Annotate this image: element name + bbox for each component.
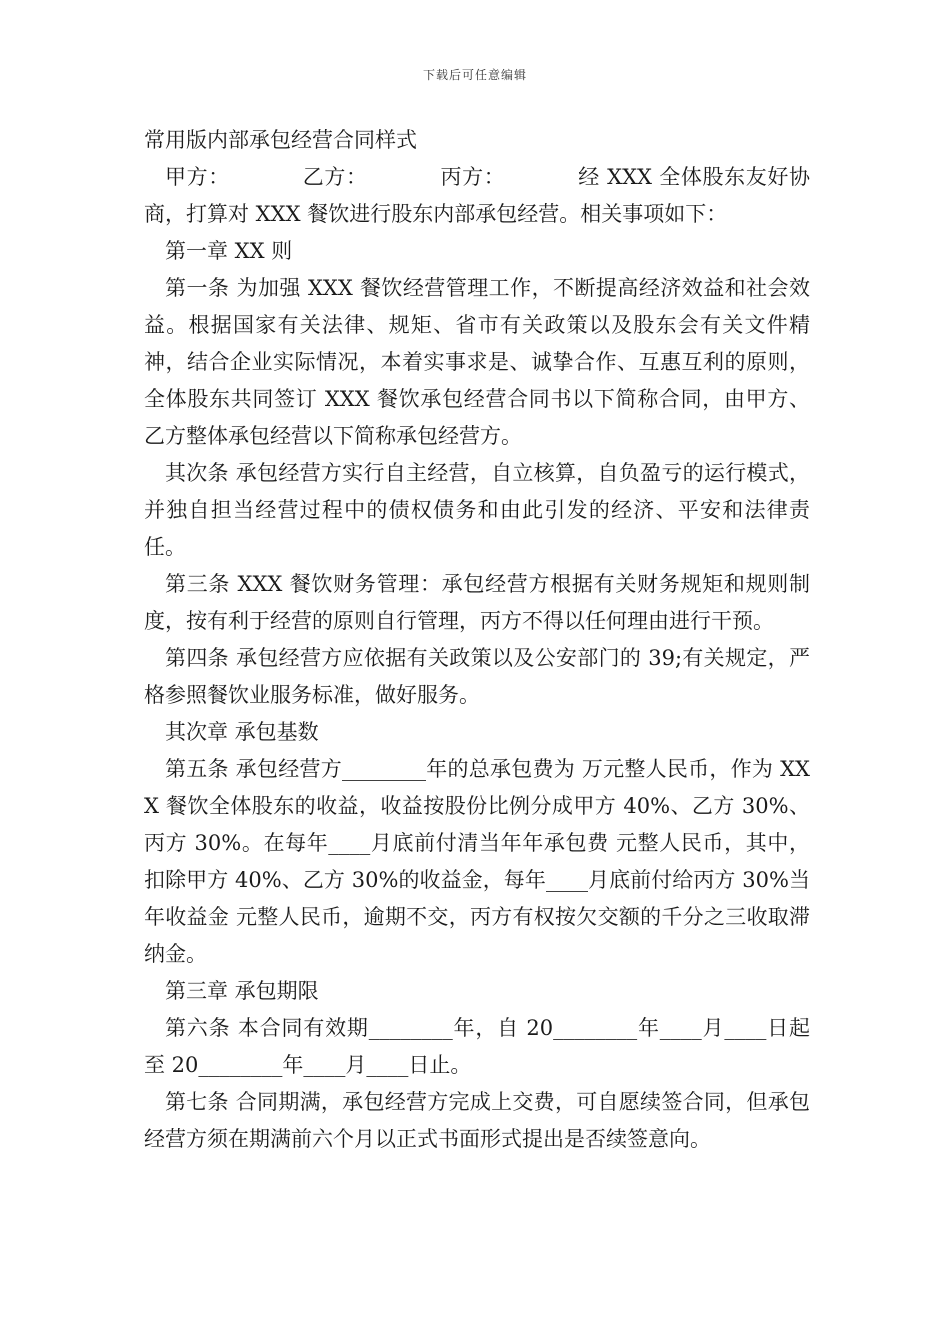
article-1-paragraph: 第一条 为加强 XXX 餐饮经营管理工作，不断提高经济效益和社会效益。根据国家有关法律、规矩、省市有关政策以及股东会有关文件精神，结合企业实际情况，本着实事求是、诚挚合作、互惠互利的原则，全体股东共同签订 XXX 餐饮承包经营合同书以下简称合同，由甲方、乙方整体承包经营以下简称承包经营方。 <box>144 276 810 448</box>
chapter-heading-3: 第三章 承包期限 <box>165 979 319 1003</box>
article-4-paragraph: 第四条 承包经营方应依据有关政策以及公安部门的 39;有关规定，严格参照餐饮业服务标准，做好服务。 <box>144 646 810 707</box>
chapter-heading-1: 第一章 XX 则 <box>165 239 293 263</box>
article-6-paragraph: 第六条 本合同有效期________年，自 20________年____月____日起至 20________年____月____日止。 <box>144 1016 810 1077</box>
document-body <box>144 122 810 1158</box>
page-header-note: 下载后可任意编辑 <box>422 68 527 82</box>
document-title: 常用版内部承包经营合同样式 <box>144 128 417 152</box>
article-2-paragraph: 其次条 承包经营方实行自主经营，自立核算，自负盈亏的运行模式，并独自担当经营过程中的债权债务和由此引发的经济、平安和法律责任。 <box>144 461 810 559</box>
article-5-paragraph: 第五条 承包经营方________年的总承包费为 万元整人民币，作为 XXX 餐饮全体股东的收益，收益按股份比例分成甲方 40%、乙方 30%、丙方 30%。在每年____月底前付清当年年承包费 元整人民币，其中，扣除甲方 40%、乙方 30%的收益金，每年____月底前付给丙方 30%当年收益金 元整人民币，逾期不交，丙方有权按欠交额的千分之三收取滞纳金。 <box>144 757 810 966</box>
article-7-paragraph: 第七条 合同期满，承包经营方完成上交费，可自愿续签合同，但承包经营方须在期满前六个月以正式书面形式提出是否续签意向。 <box>144 1090 810 1151</box>
article-3-paragraph: 第三条 XXX 餐饮财务管理：承包经营方根据有关财务规矩和规则制度，按有利于经营的原则自行管理，丙方不得以任何理由进行干预。 <box>144 572 810 633</box>
preamble-paragraph: 甲方： 乙方： 丙方： 经 XXX 全体股东友好协商，打算对 XXX 餐饮进行股东内部承包经营。相关事项如下： <box>144 165 810 226</box>
chapter-heading-2: 其次章 承包基数 <box>165 720 319 744</box>
